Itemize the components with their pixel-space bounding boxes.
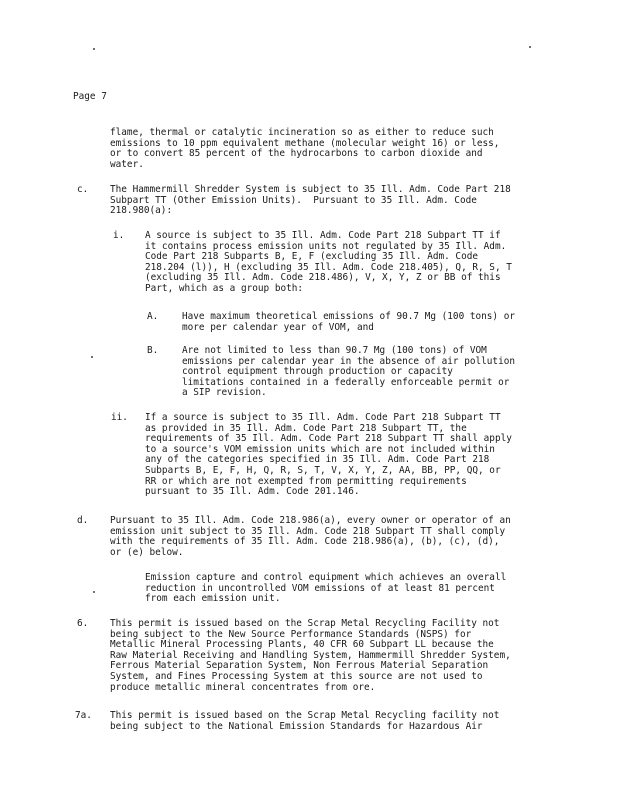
text-line: pursuant to 35 Ill. Adm. Code 201.146. <box>145 486 360 498</box>
paragraph-item-c-i-a <box>182 312 515 333</box>
paragraph-item-c-ii <box>145 413 512 498</box>
scan-speck <box>529 46 531 48</box>
text-line: (excluding 35 Ill. Adm. Code 218.486), V, X, Y, Z or BB of this <box>145 272 501 284</box>
item-label: A. <box>147 311 159 322</box>
item-label: 7a. <box>75 710 92 721</box>
text-line: to a source's VOM emission units which are not included within <box>145 443 495 455</box>
text-line: a SIP revision. <box>182 387 267 399</box>
text-line: it contains process emission units not regulated by 35 Ill. Adm. <box>145 240 507 252</box>
text-line: If a source is subject to 35 Ill. Adm. Code Part 218 Subpart TT <box>145 412 501 423</box>
paragraph-item-6 <box>110 619 511 693</box>
paragraph-item-c-i-b <box>182 346 515 399</box>
text-line: more per calendar year of VOM, and <box>182 321 374 333</box>
text-line: as provided in 35 Ill. Adm. Code Part 218 Subpart TT, the <box>145 422 467 434</box>
item-label: ii. <box>111 412 128 423</box>
text-line: Metallic Mineral Processing Plants, 40 CFR 60 Subpart LL because the <box>110 639 494 651</box>
item-label: 6. <box>77 618 89 629</box>
text-line: Ferrous Material Separation System, Non Ferrous Material Separation <box>110 660 489 672</box>
text-line: or to convert 85 percent of the hydrocarbons to carbon dioxide and <box>110 148 483 160</box>
scan-speck <box>93 48 95 50</box>
text-line: emissions to 10 ppm equivalent methane (molecular weight 16) or less, <box>110 137 500 149</box>
text-line: control equipment through production or capacity <box>182 366 453 378</box>
page-header <box>73 92 107 103</box>
text-line: System, and Fines Processing System at this source are not used to <box>110 670 483 682</box>
text-line: Pursuant to 35 Ill. Adm. Code 218.986(a), every owner or operator of an <box>110 515 511 526</box>
text-line: RR or which are not exempted from permitting requirements <box>145 475 467 487</box>
text-line: Are not limited to less than 90.7 Mg (100 tons) of VOM <box>182 345 487 356</box>
text-line: being subject to the New Source Performance Standards (NSPS) for <box>110 628 472 640</box>
text-line: flame, thermal or catalytic incineration so as either to reduce such <box>110 127 494 138</box>
text-line: any of the categories specified in 35 Ill. Adm. Code Part 218 <box>145 454 490 466</box>
paragraph-item-c <box>110 185 511 217</box>
text-line: 218.204 (l)), H (excluding 35 Ill. Adm. Code 218.405), Q, R, S, T <box>145 261 512 273</box>
text-line: limitations contained in a federally enforceable permit or <box>182 376 510 388</box>
text-line: The Hammermill Shredder System is subject to 35 Ill. Adm. Code Part 218 <box>110 184 511 195</box>
text-line: reduction in uncontrolled VOM emissions of at least 81 percent <box>145 582 495 594</box>
paragraph-item-d-requirement <box>145 573 506 605</box>
scan-speck <box>91 356 93 358</box>
text-line: from each emission unit. <box>145 593 281 605</box>
text-line: requirements of 35 Ill. Adm. Code Part 218 Subpart TT shall apply <box>145 433 512 445</box>
text-line: water. <box>110 158 144 170</box>
item-label: c. <box>77 184 89 195</box>
text-line: Part, which as a group both: <box>145 282 304 294</box>
text-line: Emission capture and control equipment which achieves an overall <box>145 572 507 583</box>
text-line: 218.980(a): <box>110 205 173 217</box>
text-line: emission unit subject to 35 Ill. Adm. Code 218 Subpart TT shall comply <box>110 525 506 537</box>
text-line: This permit is issued based on the Scrap Metal Recycling Facility not <box>110 618 500 629</box>
text-line: produce metallic mineral concentrates from ore. <box>110 681 376 693</box>
item-label: i. <box>113 230 125 241</box>
text-line: with the requirements of 35 Ill. Adm. Code 218.986(a), (b), (c), (d), <box>110 536 500 548</box>
text-line: Subparts B, E, F, H, Q, R, S, T, V, X, Y, Z, AA, BB, PP, QQ, or <box>145 464 501 476</box>
page-number: Page 7 <box>73 91 107 102</box>
item-label: d. <box>77 515 89 526</box>
text-line: being subject to the National Emission Standards for Hazardous Air <box>110 720 483 732</box>
text-line: Have maximum theoretical emissions of 90.7 Mg (100 tons) or <box>182 311 516 322</box>
text-line: Raw Material Receiving and Handling System, Hammermill Shredder System, <box>110 649 511 661</box>
text-line: This permit is issued based on the Scrap Metal Recycling facility not <box>110 710 500 721</box>
item-label: B. <box>147 345 159 356</box>
paragraph-continuation <box>110 128 499 170</box>
text-line: Subpart TT (Other Emission Units). Pursuant to 35 Ill. Adm. Code <box>110 194 477 206</box>
text-line: A source is subject to 35 Ill. Adm. Code Part 218 Subpart TT if <box>145 230 501 241</box>
text-line: emissions per calendar year in the absence of air pollution <box>182 355 516 367</box>
paragraph-item-d <box>110 516 511 558</box>
paragraph-item-7a <box>110 711 499 732</box>
scan-speck <box>93 591 95 593</box>
paragraph-item-c-i <box>145 231 512 295</box>
text-line: or (e) below. <box>110 546 184 558</box>
text-line: Code Part 218 Subparts B, E, F (excluding 35 Ill. Adm. Code <box>145 251 479 263</box>
